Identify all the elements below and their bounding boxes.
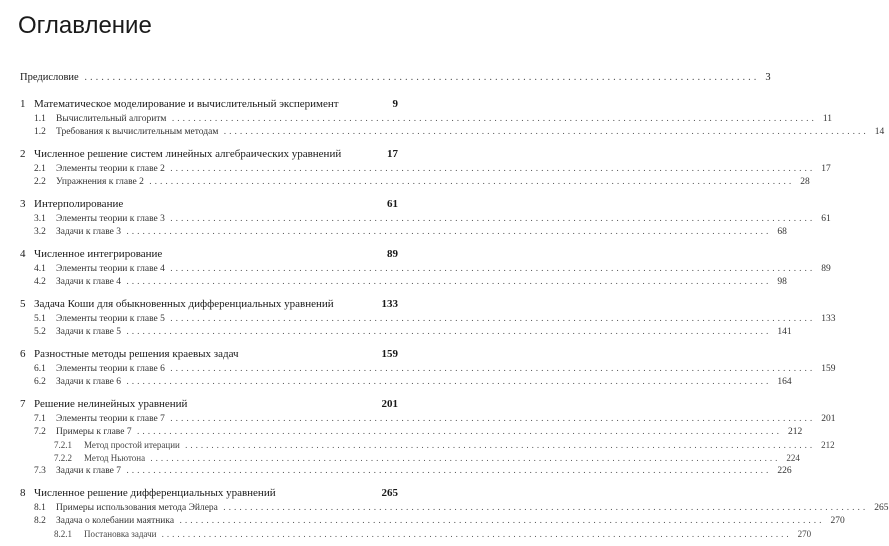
toc-entry-page: 133 [381, 298, 398, 310]
toc-entry-text: Примеры к главе 7 [56, 427, 132, 437]
toc-entry-number: 7.1 [34, 414, 46, 424]
toc-entry-number: 7.3 [34, 466, 46, 476]
leader-dots: ........................................................................................................................ [164, 164, 816, 174]
toc-entry-page: 68 [777, 227, 787, 237]
toc-entry-text: Метод простой итерации [84, 440, 180, 450]
toc-section[interactable] [20, 164, 831, 177]
toc-subsection[interactable] [20, 529, 812, 542]
toc-section[interactable] [20, 214, 831, 227]
spacer [20, 290, 398, 298]
leader-dots: ........................................................................................................................ [121, 277, 772, 287]
toc-section[interactable] [20, 427, 803, 440]
leader-dots: ........................................................................................................................ [121, 327, 772, 337]
toc-entry-page: 11 [822, 114, 832, 124]
toc-entry-title [34, 248, 381, 260]
toc-entry-text: Элементы теории к главе 5 [56, 314, 165, 324]
toc-entry-text: Метод Ньютона [84, 453, 146, 463]
spacer [20, 240, 398, 248]
toc-entry-page: 201 [381, 398, 398, 410]
leader-dots: ........................................................................................................................ [218, 127, 869, 137]
toc-entry-page: 164 [777, 377, 792, 387]
toc-entry-title [56, 364, 815, 374]
leader-dots: ........................................................................................................................ [121, 466, 772, 476]
toc-entry-title [34, 98, 387, 110]
toc-entry-number: 1.1 [34, 114, 46, 124]
toc-section[interactable] [20, 503, 889, 516]
leader-dots: ........................................................................................................................ [164, 314, 816, 324]
spacer [20, 390, 398, 398]
toc-entry-title [56, 127, 869, 137]
toc-entry-title [20, 72, 759, 83]
leader-dots: ........................................................................................................................ [121, 377, 772, 387]
toc-entry-title [56, 214, 815, 224]
toc-entry-number: 8.1 [34, 503, 46, 513]
toc-entry-page: 133 [821, 314, 836, 324]
toc-entry-number: 5 [20, 298, 26, 310]
toc-subsection[interactable] [20, 453, 800, 466]
toc-entry-text: Задачи к главе 3 [56, 227, 122, 237]
toc-entry-title [56, 164, 815, 174]
toc-entry-text: Предисловие [20, 72, 79, 83]
toc-entry-text: Элементы теории к главе 4 [56, 264, 165, 274]
toc-entry-title [56, 414, 815, 424]
toc-entry-text: Задачи к главе 6 [56, 377, 122, 387]
toc-entry-title [34, 348, 376, 360]
toc-entry-title [56, 227, 771, 237]
toc-entry-text: Элементы теории к главе 2 [56, 164, 165, 174]
toc-entry-page: 61 [821, 214, 831, 224]
toc-entry-title [34, 398, 376, 410]
leader-dots: ........................................................................................................................ [164, 214, 816, 224]
leader-dots: ........................................................................................................................ [156, 529, 792, 539]
toc-entry-title [34, 487, 376, 499]
toc-entry-number: 8.2 [34, 516, 46, 526]
toc-entry-text: Задача Коши для обыкновенных дифференциальных уравнений [34, 298, 334, 310]
toc-section[interactable] [20, 277, 787, 290]
toc-entry-text: Решение нелинейных уравнений [34, 398, 188, 410]
toc-entry-title [56, 377, 771, 387]
spacer [20, 140, 398, 148]
toc-entry-title [56, 277, 771, 287]
toc-entry-number: 3.1 [34, 214, 46, 224]
toc-entry-number: 6.1 [34, 364, 46, 374]
toc-entry-number: 8 [20, 487, 26, 499]
spacer [20, 340, 398, 348]
toc-entry-page: 159 [821, 364, 836, 374]
toc-entry-number: 7.2 [34, 427, 46, 437]
toc-entry-text: Разностные методы решения краевых задач [34, 348, 239, 360]
toc-section[interactable] [20, 327, 792, 340]
toc-entry-number: 6 [20, 348, 26, 360]
toc-entry-page: 3 [765, 72, 771, 83]
toc-entry-page: 159 [381, 348, 398, 360]
toc-section[interactable] [20, 516, 845, 529]
toc-entry-page: 265 [874, 503, 889, 513]
toc-entry-number: 5.1 [34, 314, 46, 324]
toc-entry-text: Постановка задачи [84, 529, 157, 539]
toc-chapter[interactable] [20, 298, 398, 314]
toc-entry-title [56, 314, 815, 324]
leader-dots: ........................................................................................................................ [174, 516, 825, 526]
toc-entry-text: Численное интегрирование [34, 248, 163, 260]
toc-entry-number: 1 [20, 98, 26, 110]
toc-entry-text: Задачи к главе 7 [56, 466, 122, 476]
leader-dots: ........................................................................................................................ [164, 364, 816, 374]
toc-entry-page: 89 [387, 248, 398, 260]
toc-entry-text: Элементы теории к главе 7 [56, 414, 165, 424]
toc-entry-title [56, 327, 771, 337]
toc-entry-page: 14 [874, 127, 885, 137]
leader-dots: ........................................................................................................................ [121, 227, 772, 237]
toc-entry-title [56, 114, 817, 124]
toc-section[interactable] [20, 264, 831, 277]
toc-entry-text: Упражнения к главе 2 [56, 177, 144, 187]
toc-entry-title [56, 466, 771, 476]
toc-entry-number: 7 [20, 398, 26, 410]
toc-entry-text: Задачи к главе 4 [56, 277, 122, 287]
leader-dots: ........................................................................................................................ [164, 264, 816, 274]
toc-entry-page: 28 [800, 177, 810, 187]
toc-section[interactable] [20, 127, 885, 140]
toc-entry-number: 8.2.1 [54, 529, 72, 539]
toc-entry-text: Вычислительный алгоритм [56, 114, 167, 124]
page-title: Оглавление [18, 12, 152, 39]
toc-chapter[interactable] [20, 248, 398, 264]
toc-entry-text: Математическое моделирование и вычислительный эксперимент [34, 98, 339, 110]
toc-entry-title [84, 453, 780, 463]
toc-entry-text: Требования к вычислительным методам [56, 127, 219, 137]
table-of-contents [20, 72, 889, 542]
toc-entry-number: 2.2 [34, 177, 46, 187]
toc-chapter[interactable] [20, 198, 398, 214]
toc-entry-text: Численное решение дифференциальных уравнений [34, 487, 276, 499]
toc-entry-title [56, 177, 794, 187]
toc-entry-page: 61 [387, 198, 398, 210]
toc-entry-text: Задача о колебании маятника [56, 516, 175, 526]
toc-preface[interactable] [20, 72, 771, 88]
toc-section[interactable] [20, 466, 792, 479]
toc-entry-page: 89 [821, 264, 831, 274]
toc-entry-text: Интерполирование [34, 198, 124, 210]
toc-entry-number: 4 [20, 248, 26, 260]
spacer [20, 479, 398, 487]
spacer [20, 190, 398, 198]
leader-dots: ........................................................................................................................ [164, 414, 816, 424]
toc-entry-text: Задачи к главе 5 [56, 327, 122, 337]
toc-entry-number: 4.1 [34, 264, 46, 274]
toc-entry-number: 3.2 [34, 227, 46, 237]
toc-entry-page: 226 [777, 466, 792, 476]
toc-entry-page: 224 [786, 453, 800, 463]
toc-entry-page: 212 [821, 440, 835, 450]
toc-section[interactable] [20, 114, 832, 127]
toc-entry-number: 4.2 [34, 277, 46, 287]
toc-entry-page: 141 [777, 327, 792, 337]
toc-entry-page: 270 [797, 529, 812, 539]
toc-entry-page: 17 [387, 148, 398, 160]
toc-entry-number: 6.2 [34, 377, 46, 387]
toc-entry-page: 270 [830, 516, 845, 526]
toc-entry-title [34, 148, 381, 160]
toc-section[interactable] [20, 414, 836, 427]
leader-dots: ........................................................................................................................ [145, 453, 781, 463]
toc-entry-text: Численное решение систем линейных алгебраических уравнений [34, 148, 342, 160]
toc-entry-number: 7.2.1 [54, 440, 72, 450]
toc-entry-title [34, 298, 376, 310]
toc-entry-text: Примеры использования метода Эйлера [56, 503, 218, 513]
toc-chapter[interactable] [20, 398, 398, 414]
toc-chapter[interactable] [20, 148, 398, 164]
leader-dots: ........................................................................................................................ [179, 440, 816, 450]
leader-dots: ........................................................................................................................ [131, 427, 782, 437]
toc-section[interactable] [20, 177, 810, 190]
toc-entry-page: 17 [821, 164, 831, 174]
toc-section[interactable] [20, 227, 787, 240]
toc-section[interactable] [20, 364, 836, 377]
toc-entry-title [34, 198, 381, 210]
toc-entry-page: 201 [821, 414, 836, 424]
toc-subsection[interactable] [20, 440, 835, 453]
toc-chapter[interactable] [20, 348, 398, 364]
toc-section[interactable] [20, 377, 792, 390]
toc-entry-number: 5.2 [34, 327, 46, 337]
leader-dots: ........................................................................................................................ [217, 503, 869, 513]
toc-entry-number: 2.1 [34, 164, 46, 174]
toc-chapter[interactable] [20, 98, 398, 114]
toc-entry-title [56, 264, 815, 274]
toc-entry-number: 3 [20, 198, 26, 210]
toc-entry-title [56, 503, 868, 513]
toc-entry-page: 212 [787, 427, 803, 437]
toc-entry-title [84, 440, 815, 450]
toc-entry-page: 9 [392, 98, 398, 110]
toc-entry-title [56, 516, 824, 526]
toc-entry-text: Элементы теории к главе 6 [56, 364, 165, 374]
toc-entry-text: Элементы теории к главе 3 [56, 214, 165, 224]
toc-section[interactable] [20, 314, 836, 327]
toc-chapter[interactable] [20, 487, 398, 503]
toc-entry-title [56, 427, 782, 437]
toc-entry-number: 7.2.2 [54, 453, 72, 463]
leader-dots: ........................................................................................................................ [78, 72, 760, 83]
leader-dots: ........................................................................................................................ [143, 177, 795, 187]
leader-dots: ........................................................................................................................ [166, 114, 817, 124]
toc-entry-page: 265 [381, 487, 398, 499]
toc-entry-page: 98 [777, 277, 787, 287]
toc-entry-number: 2 [20, 148, 26, 160]
toc-entry-number: 1.2 [34, 127, 46, 137]
toc-entry-title [84, 529, 792, 539]
